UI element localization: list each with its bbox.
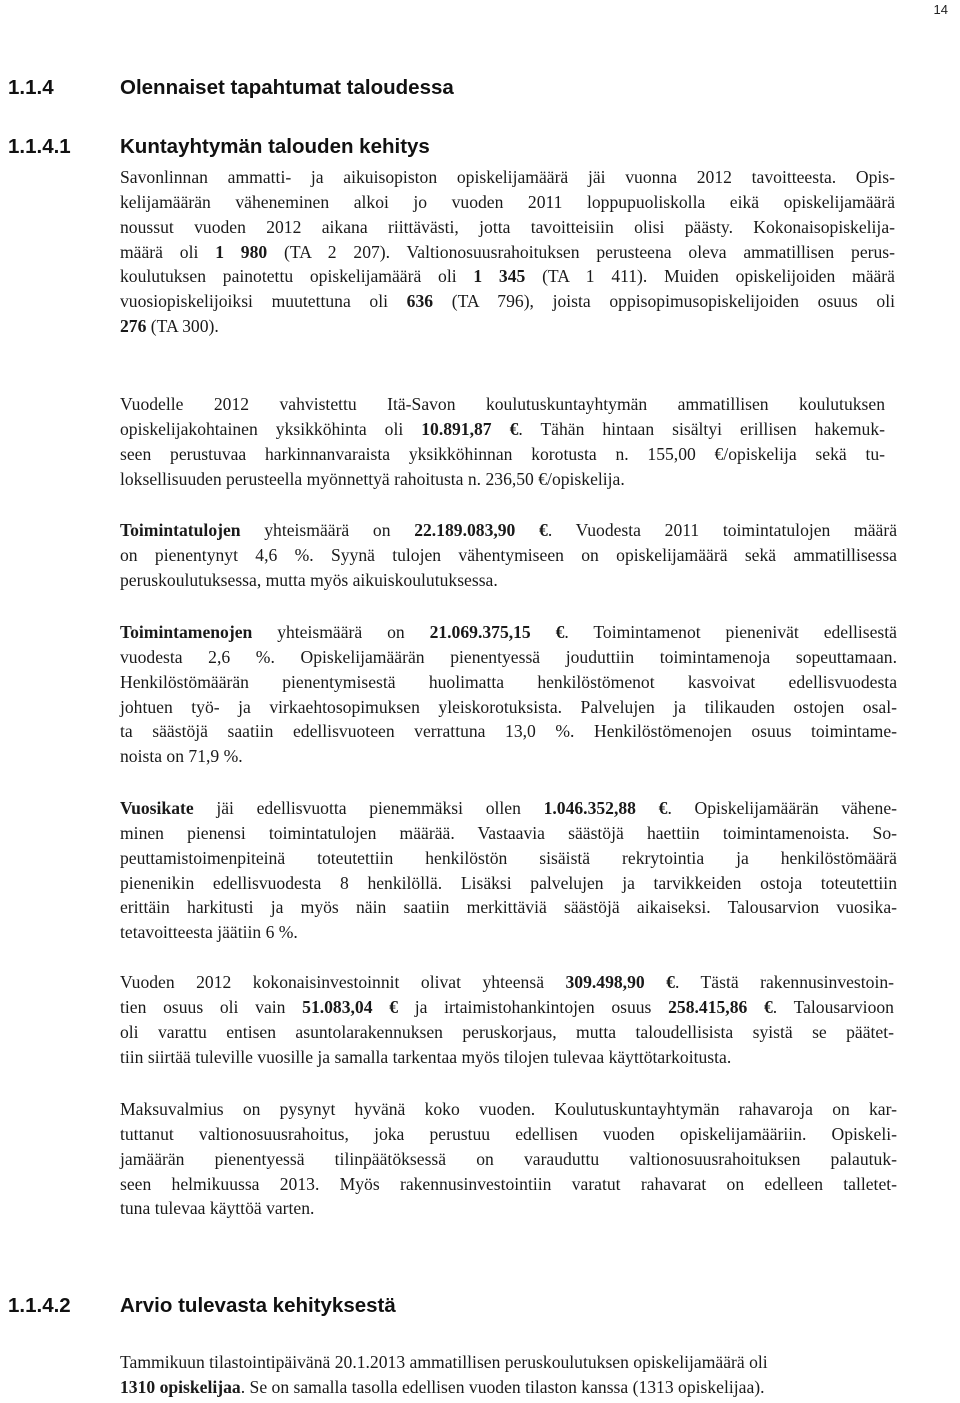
text-run: tien osuus oli vain (120, 996, 303, 1017)
bold-text: Vuosikate (120, 798, 194, 818)
paragraph (120, 518, 897, 593)
text-line (120, 165, 895, 190)
text-line (120, 314, 895, 339)
text-run: Savonlinnan ammatti- ja aikuisopiston opiskelijamäärä jäi vuonna 2012 tavoitteesta. Opis- (120, 167, 895, 187)
text-line (120, 1020, 894, 1045)
text-line (120, 442, 885, 467)
text-run: minen pienensi toimintatulojen määrää. Vastaavia säästöjä haettiin toimintamenoista. So- (120, 822, 897, 843)
text-run: johtuen työ- ja virkaehtosopimuksen yleiskorotuksista. Palvelujen ja tilikauden ostojen osal- (120, 696, 897, 717)
text-run: (TA 300). (146, 316, 219, 337)
text-run: ja irtaimistohankintojen osuus (398, 996, 669, 1017)
text-line (120, 920, 897, 945)
text-line (120, 871, 897, 896)
bold-text: Toimintatulojen (120, 520, 241, 540)
paragraph (120, 620, 897, 769)
paragraph (120, 1097, 897, 1221)
text-run: tetavoitteesta jäätiin 6 %. (120, 922, 298, 943)
text-run: vuosiopiskelijoiksi muutettuna oli (120, 291, 407, 312)
text-line (120, 543, 897, 568)
bold-text: 1 980 (215, 241, 268, 262)
text-run: (TA 796), joista oppisopimusopiskelijoiden osuus oli (433, 291, 895, 312)
text-line (120, 695, 897, 720)
bold-text: 1.046.352,88 € (543, 798, 668, 818)
bold-text: 21.069.375,15 € (429, 622, 565, 642)
text-run: yhteismäärä on (240, 520, 415, 540)
text-run: . Toimintamenot pienenivät edellisestä (564, 622, 897, 642)
text-run: kelijamäärän väheneminen alkoi jo vuoden 2011 loppupuoliskolla eikä opiskelijamäärä (120, 191, 895, 212)
paragraph (120, 970, 894, 1069)
bold-text: 22.189.083,90 € (414, 520, 548, 540)
text-line (120, 1147, 897, 1172)
text-run: noista on 71,9 %. (120, 746, 243, 767)
paragraph (120, 1350, 905, 1400)
text-line (120, 970, 894, 995)
text-run: jamäärän pienentyessä tilinpäätöksessä on varauduttu valtionosuusrahoituksen palautuk- (120, 1148, 897, 1169)
text-run: seen helmikuussa 2013. Myös rakennusinvestointiin varatut rahavarat on edelleen talletet- (120, 1173, 897, 1194)
text-line (120, 240, 895, 265)
text-run: noussut vuoden 2012 aikana riittävästi, jotta tavoitteisiin olisi päästy. Kokonaisopiskelija- (120, 216, 895, 237)
bold-text: 1310 opiskelijaa (120, 1376, 241, 1397)
text-run: (TA 1 411). Muiden opiskelijoiden määrä (525, 266, 895, 287)
bold-text: 276 (120, 316, 147, 337)
text-line (120, 518, 897, 543)
text-run: peuttamistoimenpiteinä toteutettiin henkilöstön sisäistä rekrytointia ja henkilöstömäärä (120, 847, 897, 868)
text-run: . Talousarvioon (772, 996, 894, 1017)
text-line (120, 670, 897, 695)
text-run: . Se on samalla tasolla edellisen vuoden tilaston kanssa (1313 opiskelijaa). (240, 1376, 765, 1397)
text-run: Henkilöstömäärän pienentymisestä huolimatta henkilöstömenot kasvoivat edellisvuodesta (120, 671, 897, 692)
text-line (120, 568, 897, 593)
text-run: . Opiskelijamäärän vähene- (667, 798, 897, 818)
text-line (120, 895, 897, 920)
text-run: Maksuvalmius on pysynyt hyvänä koko vuoden. Koulutuskuntayhtymän rahavaroja on kar- (120, 1099, 897, 1119)
bold-text: 309.498,90 € (565, 972, 675, 992)
bold-text: Toimintamenojen (120, 622, 253, 642)
bold-text: 636 (406, 291, 434, 312)
text-line (120, 1375, 905, 1400)
text-run: opiskelijakohtainen yksikköhinta oli (120, 418, 422, 439)
text-run: koulutuksen painotettu opiskelijamäärä oli (120, 266, 474, 287)
text-line (120, 215, 895, 240)
text-run: Vuoden 2012 kokonaisinvestoinnit olivat yhteensä (120, 972, 566, 992)
text-line (120, 744, 897, 769)
text-run: seen perustuvaa harkinnanvaraista yksikköhinnan korotusta n. 155,00 €/opiskelija sekä tu- (120, 443, 885, 464)
bold-text: 1 345 (473, 266, 526, 287)
text-run: erittäin harkitusti ja myös näin saatiin merkittäviä säästöjä aikaiseksi. Talousarvion vuosika- (120, 897, 897, 918)
bold-text: 51.083,04 € (302, 996, 399, 1017)
paragraph (120, 796, 897, 945)
text-line (120, 1122, 897, 1147)
text-line (120, 417, 885, 442)
text-run: pienenikin edellisvuodesta 8 henkilöllä. Lisäksi palvelujen ja tarvikkeiden ostoja toteutettiin (120, 872, 897, 893)
text-line (120, 1097, 897, 1122)
text-run: . Vuodesta 2011 toimintatulojen määrä (547, 520, 897, 540)
text-run: määrä oli (120, 241, 216, 262)
paragraph (120, 392, 885, 491)
text-run: ta säästöjä saatiin edellisvuoteen verrattuna 13,0 %. Henkilöstömenojen osuus toimintame- (120, 721, 897, 742)
paragraph (120, 165, 895, 339)
bold-text: 10.891,87 € (421, 418, 519, 439)
text-run: tuna tulevaa käyttöä varten. (120, 1198, 315, 1219)
text-run: yhteismäärä on (252, 622, 430, 642)
text-line (120, 1196, 897, 1221)
text-run: tiin siirtää tuleville vuosille ja samalla tarkentaa myös tilojen tulevaa käyttötarkoitusta. (120, 1046, 732, 1067)
text-run: vuodesta 2,6 %. Opiskelijamäärän pienentyessä jouduttiin toimintamenoja sopeuttamaan. (120, 646, 897, 667)
text-line (120, 190, 895, 215)
bold-text: 258.415,86 € (668, 996, 773, 1017)
text-run: tuttanut valtionosuusrahoitus, joka perustuu edellisen vuoden opiskelijamääriin. Opiskeli- (120, 1123, 897, 1144)
text-line (120, 846, 897, 871)
text-line (120, 289, 895, 314)
text-run: oli varattu entisen asuntolarakennuksen peruskorjaus, mutta taloudellisista syistä se päätet- (120, 1021, 894, 1042)
text-line (120, 1172, 897, 1197)
text-run: (TA 2 207). Valtionosuusrahoituksen perusteena oleva ammatillisen perus- (267, 241, 895, 262)
text-run: Vuodelle 2012 vahvistettu Itä-Savon koulutuskuntayhtymän ammatillisen koulutuksen (120, 394, 885, 414)
heading-title: Olennaiset tapahtumat taloudessa (120, 76, 454, 99)
heading-number: 1.1.4.2 (8, 1294, 71, 1317)
text-line (120, 796, 897, 821)
text-line (120, 1350, 905, 1375)
text-run: Tammikuun tilastointipäivänä 20.1.2013 ammatillisen peruskoulutuksen opiskelijamäärä oli (120, 1352, 768, 1372)
text-line (120, 1045, 894, 1070)
heading-olennaiset-tapahtumat (8, 76, 454, 100)
text-line (120, 821, 897, 846)
text-line (120, 264, 895, 289)
text-line (120, 995, 894, 1020)
page-number: 14 (933, 2, 948, 17)
text-line (120, 467, 885, 492)
heading-title: Arvio tulevasta kehityksestä (120, 1294, 396, 1317)
text-line (120, 719, 897, 744)
heading-number: 1.1.4.1 (8, 135, 71, 158)
text-run: . Tästä rakennusinvestoin- (674, 972, 894, 992)
text-run: peruskoulutuksessa, mutta myös aikuiskoulutuksessa. (120, 569, 498, 590)
text-run: loksellisuuden perusteella myönnettyä rahoitusta n. 236,50 €/opiskelija. (120, 468, 625, 489)
heading-talouden-kehitys (8, 135, 430, 159)
heading-title: Kuntayhtymän talouden kehitys (120, 135, 430, 158)
text-run: jäi edellisvuotta pienemmäksi ollen (193, 798, 544, 818)
text-line (120, 645, 897, 670)
text-run: on pienentynyt 4,6 %. Syynä tulojen vähentymiseen on opiskelijamäärä sekä ammatillisessa (120, 544, 897, 565)
text-line (120, 620, 897, 645)
heading-arvio-tulevasta (8, 1294, 396, 1318)
text-line (120, 392, 885, 417)
text-run: . Tähän hintaan sisältyi erillisen hakemuk- (518, 418, 885, 439)
heading-number: 1.1.4 (8, 76, 54, 99)
